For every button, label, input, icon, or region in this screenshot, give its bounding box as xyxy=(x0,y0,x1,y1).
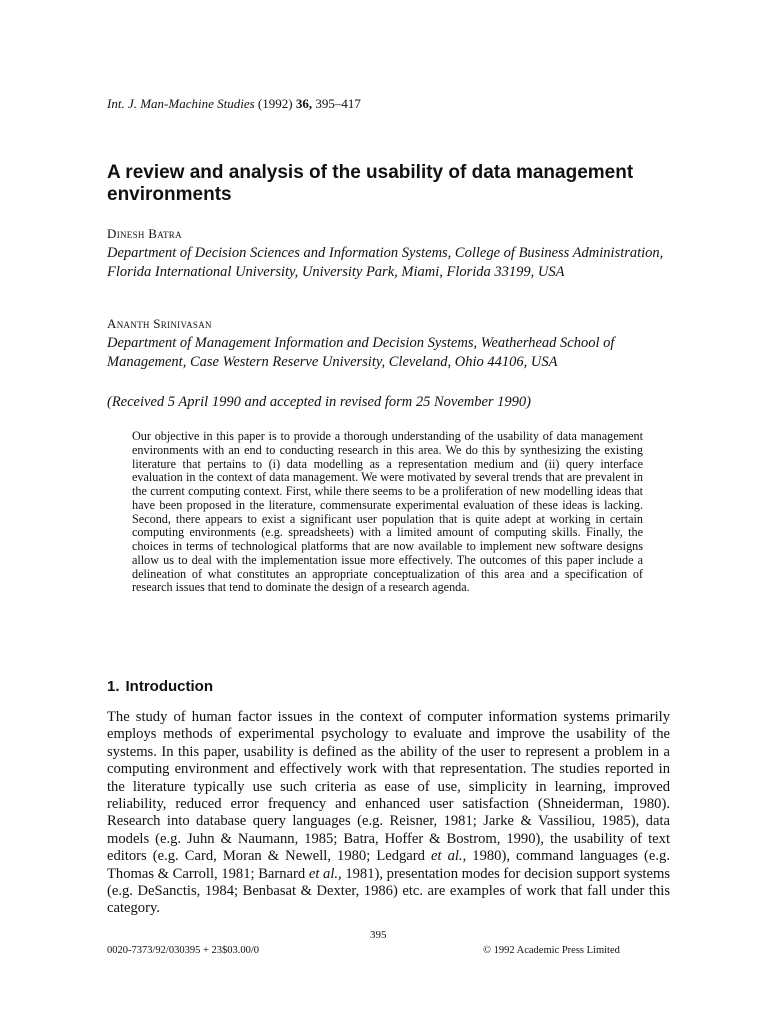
journal-citation xyxy=(107,96,361,112)
journal-volume: 36, xyxy=(295,96,313,111)
intro-text: 1981), presentation modes for decision support systems (e.g. DeSanctis, 1984; Benbasat & Dexter, 1986) etc. are examples of work that fall under this category. xyxy=(107,865,670,917)
author-affiliation: Department of Management Information and Decision Systems, Weatherhead School of Management, Case Western Reserve University, Cleveland, Ohio 44106, USA xyxy=(107,335,615,370)
page-number: 395 xyxy=(370,929,387,941)
section-number: 1. xyxy=(107,678,120,695)
introduction-paragraph xyxy=(107,709,670,918)
journal-year: (1992) xyxy=(257,96,293,111)
abstract: Our objective in this paper is to provide a thorough understanding of the usability of data management environments with an end to conducting research in this area. We do this by synthesizing the existing literature that pertains to (i) data modelling as a representation medium and (ii) query interface evaluation in the context of data management. We were motivated by several trends that are prevalent in the current computing context. First, while there seems to be a proliferation of new modelling ideas that have been proposed in the literature, commensurate experimental evaluation of these ideas is lacking. Second, there appears to exist a significant user population that is quite adept at working in certain computing environments (e.g. spreadsheets) with a limited amount of computing skills. Finally, the choices in terms of technological platforms that are now available to implement new software designs allow us to deal with the implementation issue more effectively. The outcomes of this paper include a delineation of what constitutes an appropriate conceptualization of this area and a specification of research issues that tend to dominate the design of a research agenda. xyxy=(132,429,643,595)
received-dates: (Received 5 April 1990 and accepted in revised form 25 November 1990) xyxy=(107,394,532,410)
et-al-citation: et al., xyxy=(308,865,342,882)
copyright-code: 0020-7373/92/030395 + 23$03.00/0 xyxy=(107,945,260,956)
journal-name: Int. J. Man-Machine Studies xyxy=(107,96,255,111)
section-heading xyxy=(107,678,213,695)
journal-pages: 395–417 xyxy=(315,96,361,111)
copyright-notice: © 1992 Academic Press Limited xyxy=(483,945,620,956)
intro-text: The study of human factor issues in the context of computer information systems primarily employs methods of experimental psychology to evaluate and improve the usability of the systems. In this paper, usability is defined as the ability of the user to represent a problem in a computing environment and effectively work with that representation. The studies reported in the literature typically use such criteria as ease of use, simplicity in learning, improved reliability, reduced error frequency and enhanced user satisfaction (Shneiderman, 1980). Research into database query languages (e.g. Reisner, 1981; Jarke & Vassiliou, 1985), data models (e.g. Juhn & Naumann, 1985; Batra, Hoffer & Bostrom, 1990), the usability of text editors (e.g. Card, Moran & Newell, 1980; Ledgard xyxy=(107,709,670,865)
author-affiliation: Department of Decision Sciences and Information Systems, College of Business Administration, Florida International University, University Park, Miami, Florida 33199, USA xyxy=(107,245,664,280)
section-title: Introduction xyxy=(125,678,213,695)
author-name: Dinesh Batra xyxy=(107,226,182,241)
paper-title: A review and analysis of the usability of data management environments xyxy=(107,162,634,205)
intro-text: 1980), command languages (e.g. Thomas & Carroll, 1981; Barnard xyxy=(107,848,670,882)
author-name: Ananth Srinivasan xyxy=(107,316,212,331)
et-al-citation: et al., xyxy=(431,848,467,865)
